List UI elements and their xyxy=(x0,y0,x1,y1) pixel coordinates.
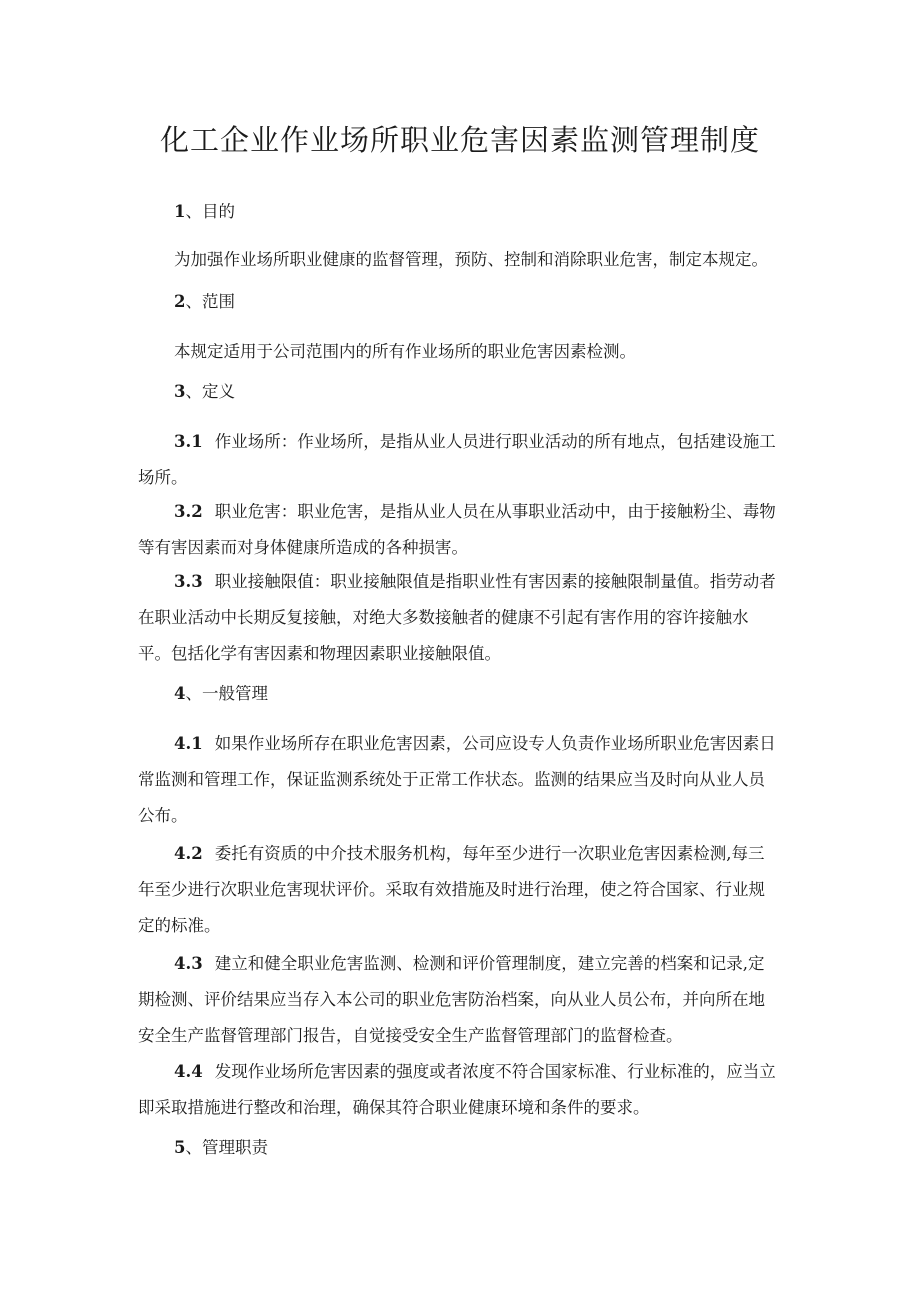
section-heading-purpose xyxy=(174,198,834,222)
clause-3-3-line-2: 在职业活动中长期反复接触，对绝大多数接触者的健康不引起有害作用的容许接触水 xyxy=(138,608,749,627)
clause-number: 4.3 xyxy=(174,954,203,973)
section-number: 5 xyxy=(174,1138,186,1157)
section-heading-definitions xyxy=(174,378,834,402)
clause-number: 4.2 xyxy=(174,844,203,863)
clause-4-2-line-1 xyxy=(174,840,834,864)
paragraph-purpose: 为加强作业场所职业健康的监督管理，预防、控制和消除职业危害，制定本规定。 xyxy=(174,250,768,269)
clause-3-1-line-2: 场所。 xyxy=(138,468,188,487)
clause-4-1-line-1 xyxy=(174,730,834,754)
clause-4-2-line-3: 定的标准。 xyxy=(138,916,221,935)
clause-number: 3.2 xyxy=(174,502,203,521)
clause-text: 建立和健全职业危害监测、检测和评价管理制度，建立完善的档案和记录,定 xyxy=(214,954,765,973)
clause-number: 4.1 xyxy=(174,734,203,753)
section-heading-text: 、定义 xyxy=(185,382,235,401)
clause-3-2-line-1 xyxy=(174,498,834,522)
clause-3-3-line-3: 平。包括化学有害因素和物理因素职业接触限值。 xyxy=(138,644,501,663)
clause-number: 4.4 xyxy=(174,1062,203,1081)
clause-4-1-line-2: 常监测和管理工作，保证监测系统处于正常工作状态。监测的结果应当及时向从业人员 xyxy=(138,770,765,789)
clause-4-3-line-3: 安全生产监督管理部门报告，自觉接受安全生产监督管理部门的监督检查。 xyxy=(138,1026,683,1045)
section-heading-scope xyxy=(174,288,834,312)
clause-text: 发现作业场所危害因素的强度或者浓度不符合国家标准、行业标准的，应当立 xyxy=(214,1062,776,1081)
clause-4-3-line-1 xyxy=(174,950,834,974)
section-number: 3 xyxy=(174,382,186,401)
section-heading-text: 、范围 xyxy=(185,292,235,311)
clause-text: 委托有资质的中介技术服务机构，每年至少进行一次职业危害因素检测,每三 xyxy=(214,844,765,863)
section-number: 2 xyxy=(174,292,186,311)
clause-number: 3.3 xyxy=(174,572,203,591)
section-heading-text: 、一般管理 xyxy=(185,684,268,703)
clause-text: 如果作业场所存在职业危害因素，公司应设专人负责作业场所职业危害因素日 xyxy=(214,734,776,753)
section-number: 1 xyxy=(174,202,186,221)
document-title: 化工企业作业场所职业危害因素监测管理制度 xyxy=(159,123,760,157)
clause-text: 职业接触限值：职业接触限值是指职业性有害因素的接触限制量值。指劳动者 xyxy=(214,572,776,591)
section-heading-text: 、目的 xyxy=(185,202,235,221)
paragraph-scope: 本规定适用于公司范围内的所有作业场所的职业危害因素检测。 xyxy=(174,342,636,361)
clause-4-3-line-2: 期检测、评价结果应当存入本公司的职业危害防治档案，向从业人员公布，并向所在地 xyxy=(138,990,765,1009)
clause-number: 3.1 xyxy=(174,432,203,451)
clause-3-1-line-1 xyxy=(174,428,834,452)
clause-text: 作业场所：作业场所，是指从业人员进行职业活动的所有地点，包括建设施工 xyxy=(214,432,776,451)
clause-3-2-line-2: 等有害因素而对身体健康所造成的各种损害。 xyxy=(138,538,468,557)
section-heading-responsibilities xyxy=(174,1134,834,1158)
clause-4-4-line-2: 即采取措施进行整改和治理，确保其符合职业健康环境和条件的要求。 xyxy=(138,1098,650,1117)
clause-text: 职业危害：职业危害，是指从业人员在从事职业活动中，由于接触粉尘、毒物 xyxy=(214,502,776,521)
section-heading-text: 、管理职责 xyxy=(185,1138,268,1157)
clause-4-2-line-2: 年至少进行次职业危害现状评价。采取有效措施及时进行治理，使之符合国家、行业规 xyxy=(138,880,765,899)
section-number: 4 xyxy=(174,684,186,703)
clause-3-3-line-1 xyxy=(174,568,834,592)
clause-4-4-line-1 xyxy=(174,1058,834,1082)
section-heading-general-management xyxy=(174,680,834,704)
clause-4-1-line-3: 公布。 xyxy=(138,806,188,825)
